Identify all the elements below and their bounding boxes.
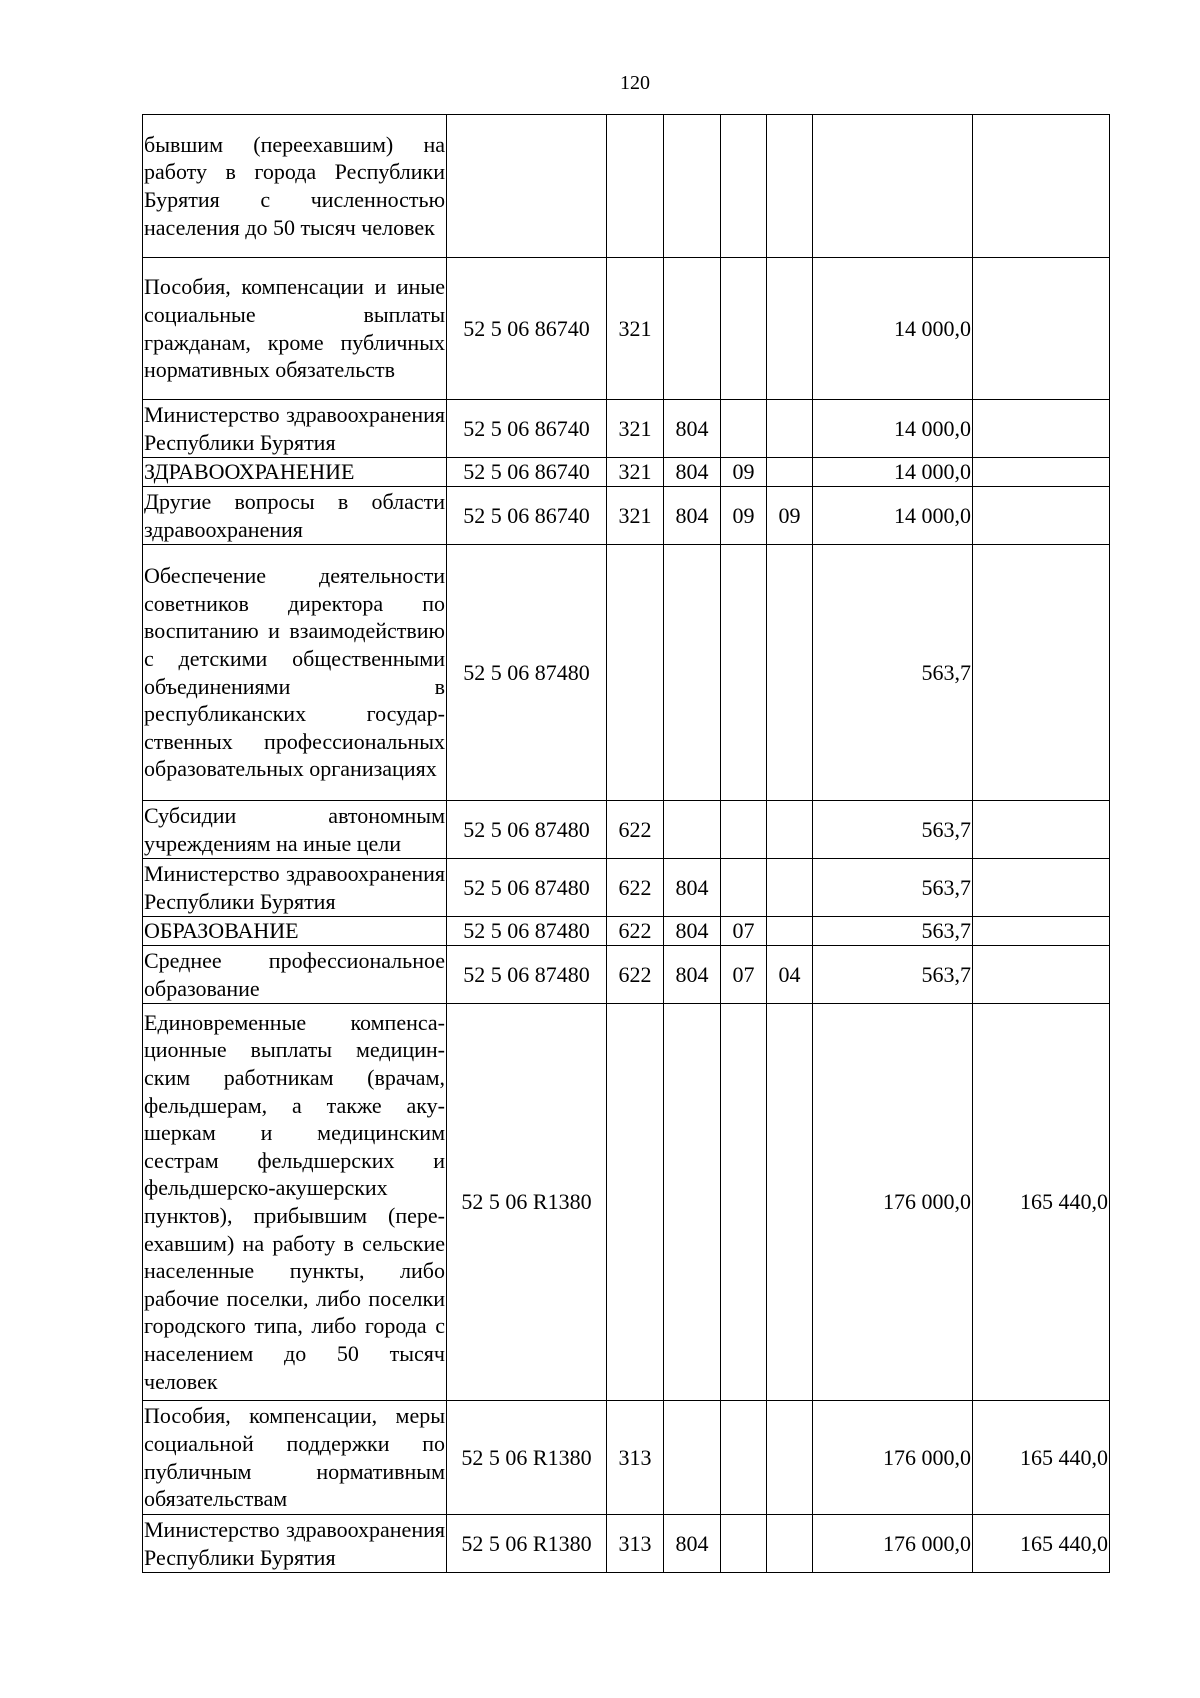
federal-amount-cell [973, 400, 1110, 458]
expense-type-cell: 313 [607, 1515, 664, 1573]
section-cell: 09 [721, 458, 767, 487]
amount-cell: 563,7 [813, 917, 973, 946]
budget-table [142, 114, 1110, 1573]
table-row [143, 545, 1110, 801]
target-code-cell: 52 5 06 87480 [447, 917, 607, 946]
federal-amount-cell [973, 115, 1110, 258]
row-name-cell: Единовременные компенсационные выплаты медицинским работникам (врачам, фельдшерам, а также акушеркам и медицинским сестрам фельдшерских и фельдшерско-акушерских пунктов), прибывшим (переехавшим) на работу в сельские населенные пункты, либо рабочие поселки, либо поселки городского типа, либо города с населением до 50 тысяч человек [143, 1004, 447, 1401]
target-code-cell: 52 5 06 86740 [447, 258, 607, 400]
target-code-cell: 52 5 06 86740 [447, 487, 607, 545]
expense-type-cell: 622 [607, 917, 664, 946]
section-cell [721, 1401, 767, 1515]
amount-cell: 14 000,0 [813, 458, 973, 487]
amount-cell: 563,7 [813, 545, 973, 801]
subsection-cell [767, 801, 813, 859]
table-row [143, 400, 1110, 458]
department-cell: 804 [664, 917, 721, 946]
subsection-cell [767, 258, 813, 400]
section-cell [721, 115, 767, 258]
page-number: 120 [620, 72, 650, 94]
federal-amount-cell [973, 458, 1110, 487]
expense-type-cell [607, 1004, 664, 1401]
row-name-cell: Министерство здравоохранения Республики Бурятия [143, 1515, 447, 1573]
amount-cell: 176 000,0 [813, 1515, 973, 1573]
row-name-cell: ЗДРАВООХРАНЕНИЕ [143, 458, 447, 487]
amount-cell: 14 000,0 [813, 258, 973, 400]
department-cell: 804 [664, 458, 721, 487]
amount-cell: 176 000,0 [813, 1401, 973, 1515]
amount-cell: 14 000,0 [813, 487, 973, 545]
department-cell [664, 258, 721, 400]
table-row [143, 917, 1110, 946]
table-row [143, 258, 1110, 400]
amount-cell: 563,7 [813, 801, 973, 859]
table-row [143, 801, 1110, 859]
section-cell [721, 859, 767, 917]
row-name-cell: Обеспечение деятельности советников директора по воспитанию и взаимодействию с детскими общественными объединениями в республиканских государственных профессиональных образовательных организациях [143, 545, 447, 801]
expense-type-cell [607, 115, 664, 258]
subsection-cell: 09 [767, 487, 813, 545]
row-name-cell: Пособия, компенсации, меры социальной поддержки по публичным нормативным обязательствам [143, 1401, 447, 1515]
expense-type-cell: 321 [607, 458, 664, 487]
table-row [143, 859, 1110, 917]
target-code-cell [447, 115, 607, 258]
amount-cell: 14 000,0 [813, 400, 973, 458]
expense-type-cell: 622 [607, 859, 664, 917]
expense-type-cell: 313 [607, 1401, 664, 1515]
federal-amount-cell [973, 917, 1110, 946]
target-code-cell: 52 5 06 87480 [447, 859, 607, 917]
federal-amount-cell [973, 487, 1110, 545]
section-cell: 07 [721, 946, 767, 1004]
target-code-cell: 52 5 06 86740 [447, 458, 607, 487]
section-cell [721, 1515, 767, 1573]
subsection-cell [767, 115, 813, 258]
federal-amount-cell: 165 440,0 [973, 1401, 1110, 1515]
target-code-cell: 52 5 06 R1380 [447, 1004, 607, 1401]
federal-amount-cell [973, 859, 1110, 917]
federal-amount-cell [973, 946, 1110, 1004]
department-cell [664, 1004, 721, 1401]
section-cell [721, 801, 767, 859]
row-name-cell: Среднее профессиональное образование [143, 946, 447, 1004]
subsection-cell [767, 1401, 813, 1515]
target-code-cell: 52 5 06 87480 [447, 545, 607, 801]
department-cell: 804 [664, 487, 721, 545]
subsection-cell [767, 859, 813, 917]
expense-type-cell: 321 [607, 258, 664, 400]
amount-cell: 563,7 [813, 859, 973, 917]
table-row [143, 115, 1110, 258]
section-cell: 09 [721, 487, 767, 545]
section-cell: 07 [721, 917, 767, 946]
subsection-cell [767, 400, 813, 458]
row-name-cell: Другие вопросы в области здравоохранения [143, 487, 447, 545]
target-code-cell: 52 5 06 R1380 [447, 1401, 607, 1515]
amount-cell: 176 000,0 [813, 1004, 973, 1401]
department-cell: 804 [664, 859, 721, 917]
amount-cell: 563,7 [813, 946, 973, 1004]
row-name-cell: ОБРАЗОВАНИЕ [143, 917, 447, 946]
subsection-cell [767, 1515, 813, 1573]
row-name-cell: Субсидии автономным учреждениям на иные цели [143, 801, 447, 859]
department-cell: 804 [664, 400, 721, 458]
federal-amount-cell [973, 545, 1110, 801]
federal-amount-cell: 165 440,0 [973, 1004, 1110, 1401]
subsection-cell [767, 917, 813, 946]
expense-type-cell: 622 [607, 801, 664, 859]
subsection-cell [767, 1004, 813, 1401]
subsection-cell [767, 458, 813, 487]
table-row [143, 487, 1110, 545]
expense-type-cell [607, 545, 664, 801]
target-code-cell: 52 5 06 87480 [447, 946, 607, 1004]
row-name-cell: Министерство здравоохранения Республики Бурятия [143, 400, 447, 458]
federal-amount-cell: 165 440,0 [973, 1515, 1110, 1573]
subsection-cell: 04 [767, 946, 813, 1004]
target-code-cell: 52 5 06 87480 [447, 801, 607, 859]
department-cell: 804 [664, 946, 721, 1004]
federal-amount-cell [973, 801, 1110, 859]
department-cell [664, 545, 721, 801]
row-name-cell: Пособия, компенсации и иные социальные выплаты гражданам, кроме публичных нормативных обязательств [143, 258, 447, 400]
section-cell [721, 1004, 767, 1401]
target-code-cell: 52 5 06 R1380 [447, 1515, 607, 1573]
table-row [143, 946, 1110, 1004]
table-row [143, 1401, 1110, 1515]
table-row [143, 1515, 1110, 1573]
amount-cell [813, 115, 973, 258]
table-row [143, 1004, 1110, 1401]
expense-type-cell: 321 [607, 487, 664, 545]
subsection-cell [767, 545, 813, 801]
row-name-cell: бывшим (переехавшим) на работу в города Республики Бурятия с численностью населения до 50 тысяч человек [143, 115, 447, 258]
expense-type-cell: 321 [607, 400, 664, 458]
table-row [143, 458, 1110, 487]
federal-amount-cell [973, 258, 1110, 400]
expense-type-cell: 622 [607, 946, 664, 1004]
department-cell [664, 1401, 721, 1515]
section-cell [721, 400, 767, 458]
section-cell [721, 545, 767, 801]
section-cell [721, 258, 767, 400]
department-cell [664, 801, 721, 859]
row-name-cell: Министерство здравоохранения Республики Бурятия [143, 859, 447, 917]
department-cell [664, 115, 721, 258]
target-code-cell: 52 5 06 86740 [447, 400, 607, 458]
department-cell: 804 [664, 1515, 721, 1573]
